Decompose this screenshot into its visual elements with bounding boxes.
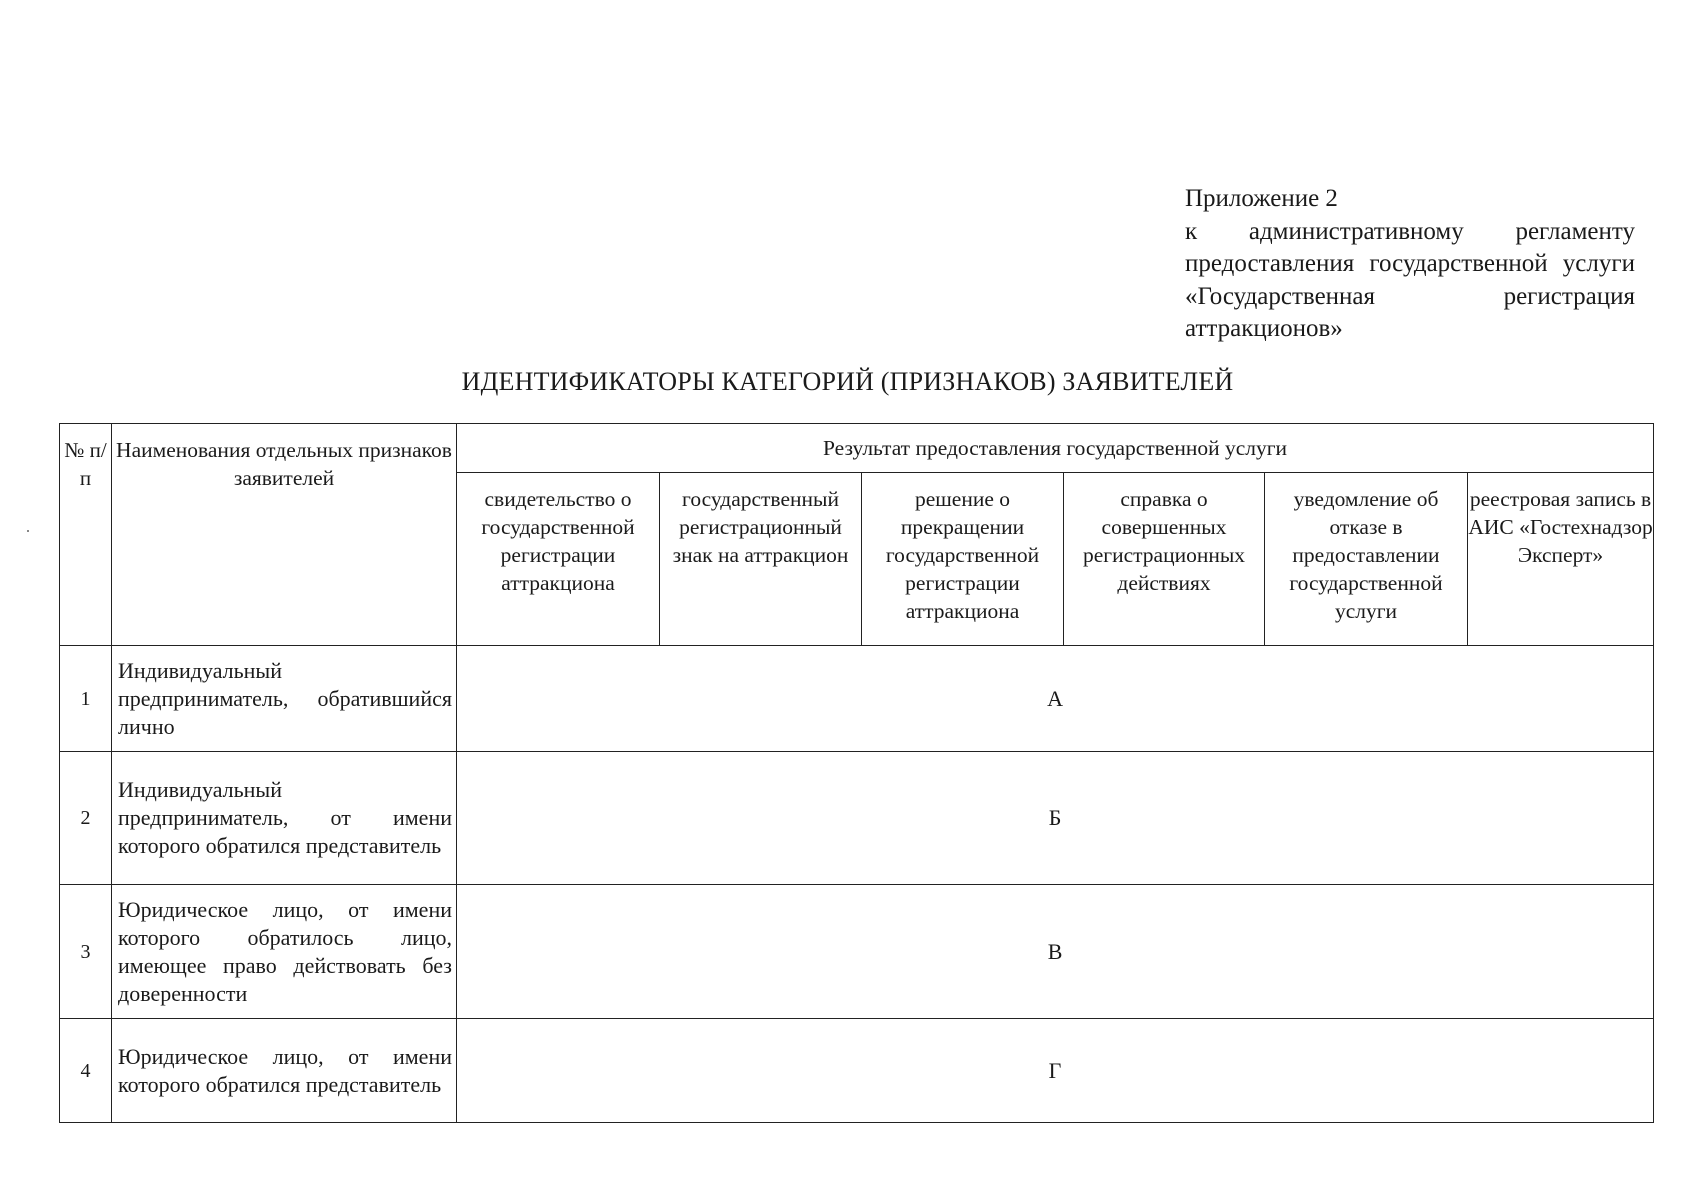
table-row (60, 646, 1654, 752)
table-row (60, 1019, 1654, 1123)
header-col-termination-decision: решение о прекращении государственной регистрации аттракциона (862, 473, 1064, 646)
row-category-code: Б (457, 752, 1654, 885)
row-number: 3 (60, 885, 112, 1019)
row-number: 1 (60, 646, 112, 752)
header-applicant-features: Наименования отдельных признаков заявителей (112, 424, 457, 646)
applicant-categories-table (59, 423, 1654, 1123)
header-col-refusal-notice: уведомление об отказе в предоставлении государственной услуги (1265, 473, 1468, 646)
header-col-registry-entry: реестровая запись в АИС «Гостехнадзор Эксперт» (1468, 473, 1654, 646)
header-col-certificate: свидетельство о государственной регистрации аттракциона (457, 473, 660, 646)
header-number: № п/п (60, 424, 112, 646)
appendix-number: Приложение 2 (1185, 185, 1338, 212)
row-applicant-feature: Индивидуальный предприниматель, обратившийся лично (112, 646, 457, 752)
row-applicant-feature: Индивидуальный предприниматель, от имени которого обратился представитель (112, 752, 457, 885)
header-service-result: Результат предоставления государственной услуги (457, 424, 1654, 473)
row-applicant-feature: Юридическое лицо, от имени которого обратилось лицо, имеющее право действовать без доверенности (112, 885, 457, 1019)
row-category-code: В (457, 885, 1654, 1019)
header-col-registration-sign: государственный регистрационный знак на аттракцион (660, 473, 862, 646)
appendix-reference: к административному регламенту предоставления государственной услуги «Государственная регистрация аттракционов» (1185, 217, 1635, 342)
table-row (60, 885, 1654, 1019)
scan-speck (27, 530, 29, 532)
document-title: ИДЕНТИФИКАТОРЫ КАТЕГОРИЙ (ПРИЗНАКОВ) ЗАЯВИТЕЛЕЙ (461, 367, 1234, 396)
appendix-block (1185, 183, 1635, 346)
row-applicant-feature: Юридическое лицо, от имени которого обратился представитель (112, 1019, 457, 1123)
row-number: 2 (60, 752, 112, 885)
row-category-code: Г (457, 1019, 1654, 1123)
table-header-row (60, 424, 1654, 473)
row-category-code: А (457, 646, 1654, 752)
header-col-actions-certificate: справка о совершенных регистрационных действиях (1064, 473, 1265, 646)
row-number: 4 (60, 1019, 112, 1123)
table-row (60, 752, 1654, 885)
